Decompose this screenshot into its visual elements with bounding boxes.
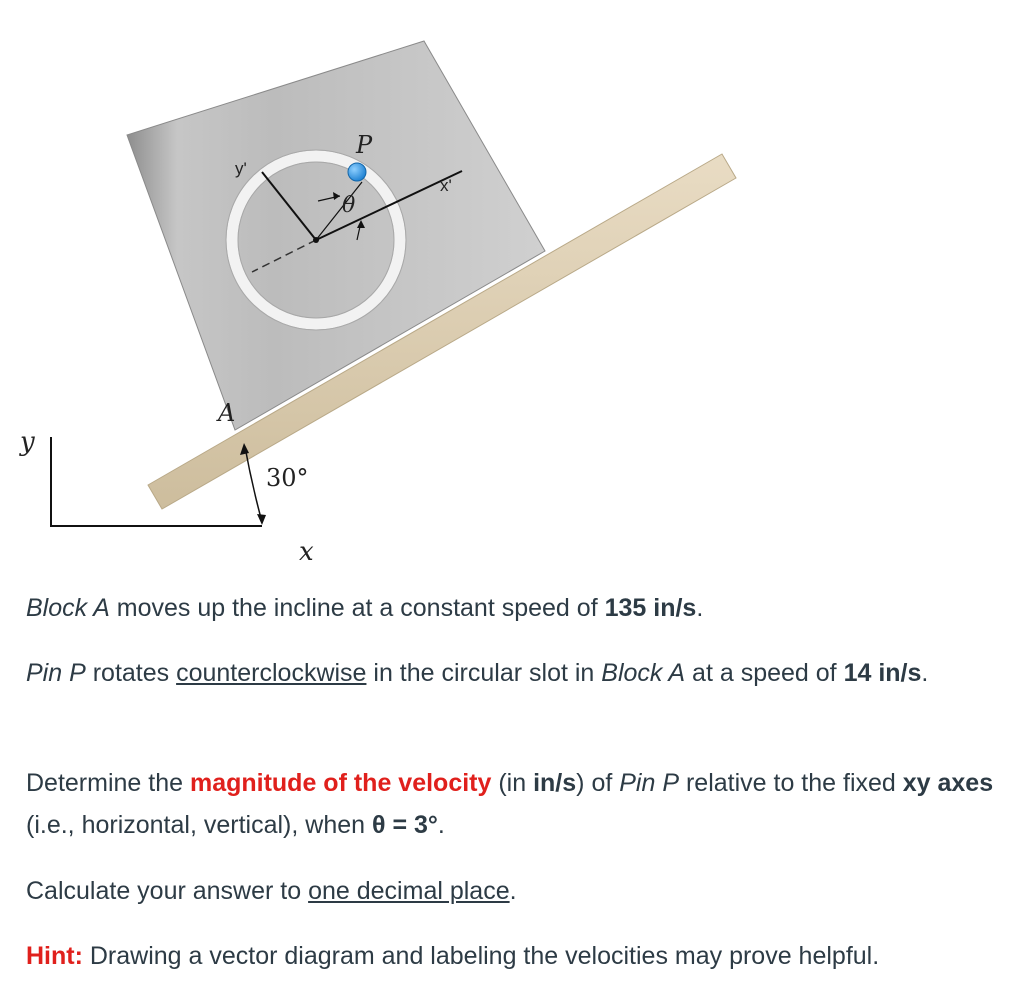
- problem-statement-1: Block A moves up the incline at a constant speed of 135 in/s.: [26, 594, 704, 622]
- precision-instruction: Calculate your answer to one decimal place.: [26, 877, 517, 905]
- problem-question: Determine the magnitude of the velocity (in in/s) of Pin P relative to the fixed xy axes (i.e., horizontal, vertical), when θ = 3°.: [26, 769, 994, 839]
- hint: Hint: Drawing a vector diagram and labeling the velocities may prove helpful.: [26, 942, 880, 970]
- label-y: y: [20, 427, 35, 457]
- highlighted-phrase: magnitude of the velocity: [189, 769, 492, 797]
- label-angle: 30°: [266, 464, 309, 492]
- label-x-prime: x': [440, 176, 452, 195]
- label-y-prime: y': [235, 159, 247, 178]
- underlined-counterclockwise: counterclockwise: [176, 659, 367, 687]
- problem-statement-2: Pin P rotates counterclockwise in the circular slot in Block A at a speed of 14 in/s.: [26, 659, 929, 687]
- pin-p: [348, 163, 366, 181]
- block-a: [127, 41, 545, 430]
- label-a: A: [218, 399, 236, 427]
- label-x: x: [299, 537, 314, 567]
- angle-arc: [245, 447, 262, 522]
- label-theta: θ: [342, 193, 356, 218]
- hint-label: Hint:: [26, 942, 83, 970]
- label-p: P: [356, 131, 373, 159]
